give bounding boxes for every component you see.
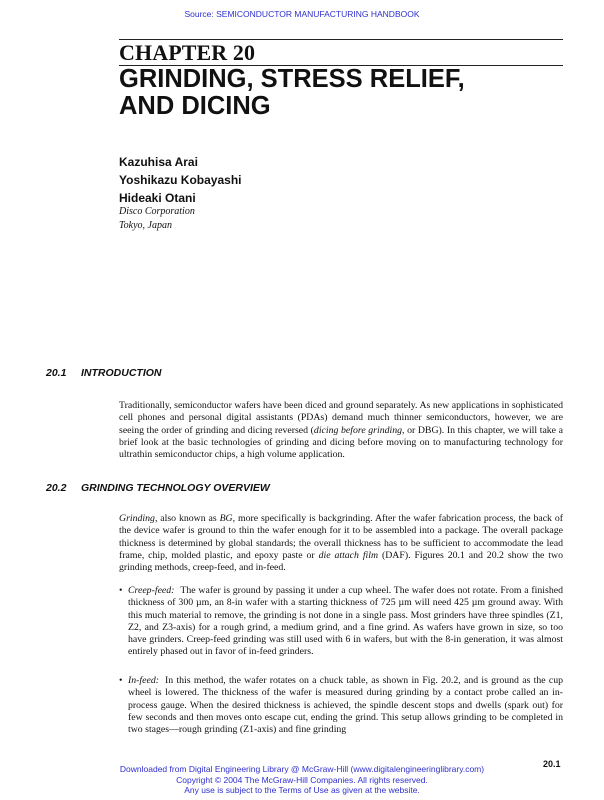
bullet-text (128, 585, 563, 659)
bullet-dot-icon: • (119, 675, 123, 686)
author-name: Kazuhisa Arai (119, 155, 198, 169)
text-run: , or DBG). In this chapter, we will take a brief look at the basic technologies of grinding and dicing before moving on to manufacturing technology for ultrathin semiconductor chips, a high volume application. (119, 424, 563, 461)
bullet-creep-feed (119, 585, 563, 659)
bullet-body: In this method, the wafer rotates on a chuck table, as shown in Fig. 20.2, and is ground as the cup wheel is lowered. The thickness of the wafer is measured during grinding by a contact probe called an in-process gauge. When the desired thickness is achieved, the spindle descent stops and dwells (spark out) for few seconds and then moves onto escape cut, ending the grind. This setup allows grinding to be completed in two stages—rough grinding (Z1-axis) and fine grinding (128, 675, 563, 736)
introduction-paragraph (119, 400, 563, 461)
bullet-in-feed (119, 675, 563, 736)
footer-notice (0, 764, 604, 796)
page-number: 20.1 (543, 759, 561, 769)
text-run: Traditionally, semiconductor wafers have been diced and ground separately. As new applications in sophisticated cell phones and personal digital assistants (PDAs) demand much thinner semiconductors, however, we are seeing the order of grinding and dicing reversed ( (119, 400, 563, 436)
affiliation-company: Disco Corporation (119, 206, 195, 217)
footer-terms-link[interactable]: Any use is subject to the Terms of Use as given at the website. (184, 785, 420, 795)
section-title: INTRODUCTION (81, 367, 162, 379)
author-name: Hideaki Otani (119, 191, 196, 205)
chapter-title (119, 66, 465, 120)
emphasis-term: Grinding (119, 513, 155, 524)
footer-copyright: Copyright © 2004 The McGraw-Hill Companies. All rights reserved. (176, 774, 428, 785)
chapter-title-line: GRINDING, STRESS RELIEF, (119, 65, 465, 93)
bullet-dot-icon: • (119, 585, 123, 596)
bullet-text (128, 675, 563, 736)
text-run: (DAF). Figures 20.1 and 20.2 show the two grinding methods, creep-feed, and in-feed. (119, 549, 563, 574)
bullet-body: The wafer is ground by passing it under a cup wheel. The wafer does not rotate. From a finished thickness of 300 µm, an 8-in wafer with a starting thickness of 725 µm will need 425 µm ground away. With this much material to remove, the grinding is not done in a single pass. Most grinders have three spindles (Z1, Z2, and Z3-axis) for a rough grind, a medium grind, and a fine grind. As wafers have grown in size, so too have grinders. Creep-feed grinding was still used with 6 in wafers, but with the 8-in generation, it was almost entirely phased out in favor of in-feed grinders. (128, 585, 563, 658)
section-heading-introduction (46, 367, 162, 379)
text-run: , more specifically is backgrinding. After the wafer fabrication process, the back of the device wafer is ground to thin the wafer enough for it to be assembled into a package. The overall package thickness is determined by global standards; the overall thickness has to be sufficient to accommodate the lead frame, chip, molded plastic, and epoxy paste or (119, 513, 563, 561)
grinding-overview-paragraph (119, 513, 563, 574)
bullet-label: Creep-feed: (128, 585, 175, 596)
section-number: 20.2 (46, 482, 67, 494)
text-run: , also known as (154, 513, 220, 524)
author-name: Yoshikazu Kobayashi (119, 173, 242, 187)
section-title: GRINDING TECHNOLOGY OVERVIEW (81, 482, 270, 494)
emphasis-term: BG (219, 513, 233, 524)
chapter-number: CHAPTER 20 (119, 40, 256, 65)
affiliation-location: Tokyo, Japan (119, 220, 172, 231)
affiliation (119, 205, 195, 233)
source-link[interactable]: Source: SEMICONDUCTOR MANUFACTURING HANDBOOK (184, 9, 420, 19)
section-number: 20.1 (46, 367, 67, 379)
emphasis-term: dicing before grinding (313, 424, 403, 436)
section-heading-grinding-overview (46, 482, 270, 494)
author-list (119, 153, 241, 207)
emphasis-term: die attach film (318, 549, 379, 561)
bullet-label: In-feed: (128, 675, 160, 686)
footer-download-link[interactable]: Downloaded from Digital Engineering Library @ McGraw-Hill (www.digitalengineeringlibrary.com) (119, 764, 485, 774)
chapter-title-line: AND DICING (119, 92, 271, 120)
